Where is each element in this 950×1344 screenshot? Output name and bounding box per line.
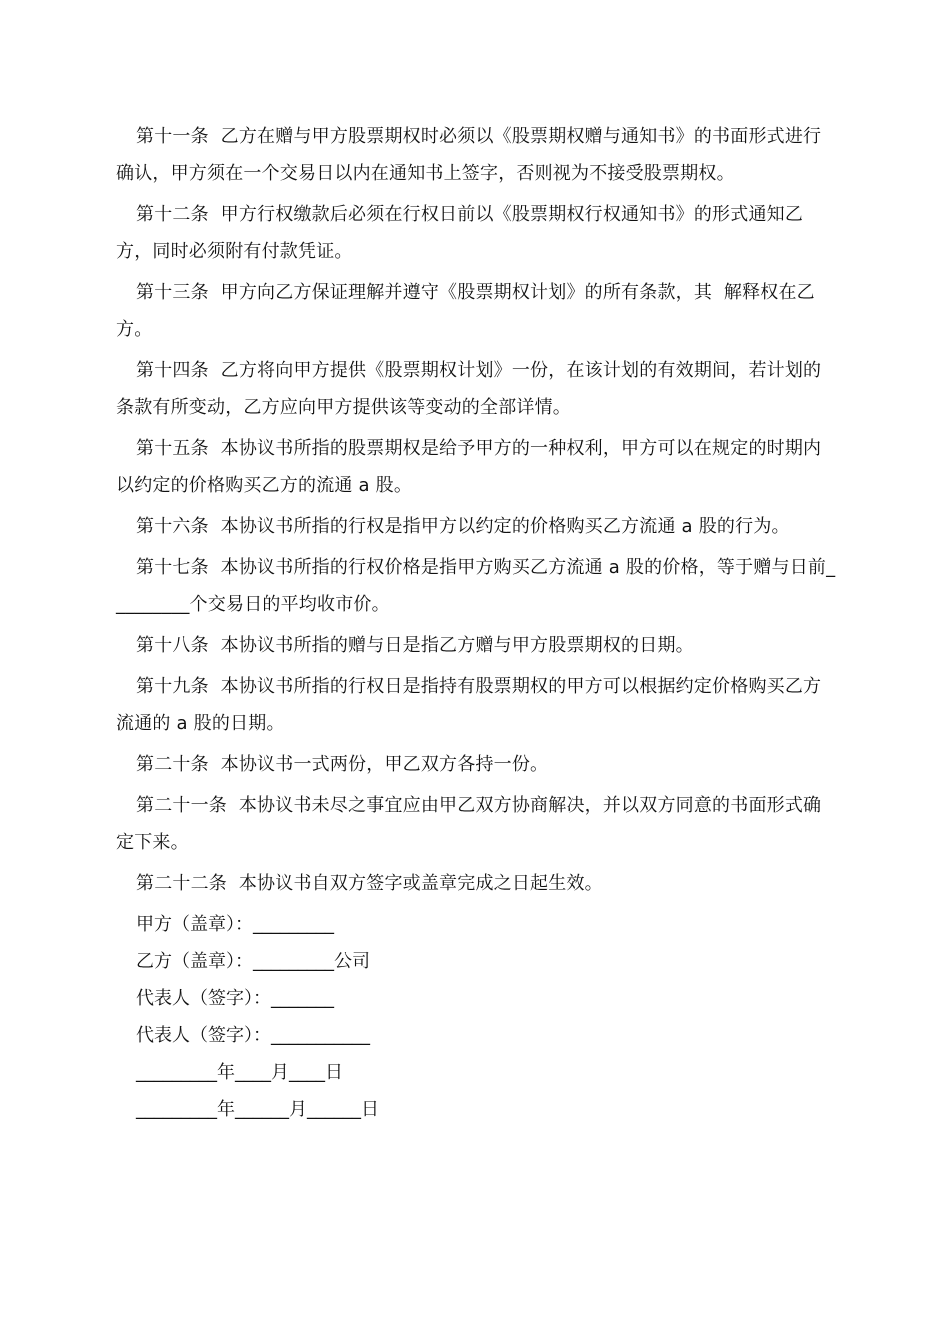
article-15: 第十五条 本协议书所指的股票期权是给予甲方的一种权利，甲方可以在规定的时期内以约定的价格购买乙方的流通 a 股。 <box>116 438 822 496</box>
party-b-seal-line: 乙方（盖章）：_________公司 <box>136 951 370 972</box>
representative-signature-line-2: 代表人（签字）：___________ <box>136 1025 370 1046</box>
article-19: 第十九条 本协议书所指的行权日是指持有股票期权的甲方可以根据约定价格购买乙方流通的 a 股的日期。 <box>116 676 822 734</box>
article-11: 第十一条 乙方在赠与甲方股票期权时必须以《股票期权赠与通知书》的书面形式进行确认，甲方须在一个交易日以内在通知书上签字，否则视为不接受股票期权。 <box>116 126 822 184</box>
article-14: 第十四条 乙方将向甲方提供《股票期权计划》一份，在该计划的有效期间，若计划的条款有所变动，乙方应向甲方提供该等变动的全部详情。 <box>116 360 822 418</box>
article-22: 第二十二条 本协议书自双方签字或盖章完成之日起生效。 <box>136 873 603 894</box>
article-16: 第十六条 本协议书所指的行权是指甲方以约定的价格购买乙方流通 a 股的行为。 <box>136 516 790 537</box>
date-line-2: _________年______月______日 <box>136 1099 379 1120</box>
article-18: 第十八条 本协议书所指的赠与日是指乙方赠与甲方股票期权的日期。 <box>136 635 694 656</box>
article-13: 第十三条 甲方向乙方保证理解并遵守《股票期权计划》的所有条款，其 解释权在乙方。 <box>116 282 815 340</box>
date-line-1: _________年____月____日 <box>136 1062 343 1083</box>
article-12: 第十二条 甲方行权缴款后必须在行权日前以《股票期权行权通知书》的形式通知乙方，同时必须附有付款凭证。 <box>116 204 804 262</box>
document-body <box>116 118 836 1128</box>
representative-signature-line-1: 代表人（签字）：_______ <box>136 988 334 1009</box>
article-17: 第十七条 本协议书所指的行权价格是指甲方购买乙方流通 a 股的价格，等于赠与日前_________个交易日的平均收市价。 <box>116 557 836 615</box>
article-21: 第二十一条 本协议书未尽之事宜应由甲乙双方协商解决，并以双方同意的书面形式确定下来。 <box>116 795 822 853</box>
signature-block <box>116 906 836 1128</box>
party-a-seal-line: 甲方（盖章）：_________ <box>136 914 334 935</box>
article-20: 第二十条 本协议书一式两份，甲乙双方各持一份。 <box>136 754 549 775</box>
